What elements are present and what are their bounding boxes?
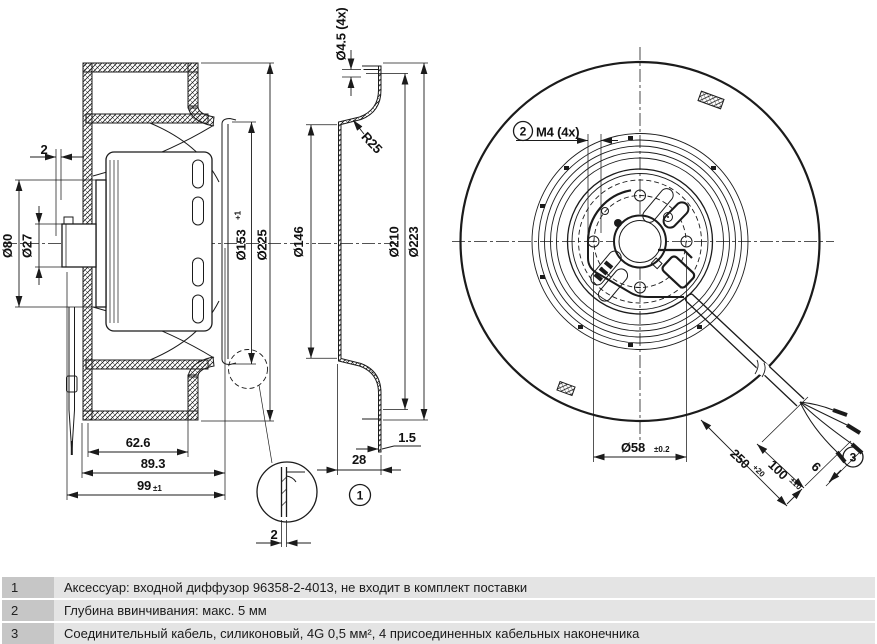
- motor-rotor-bell: [106, 152, 212, 331]
- note-number: 2: [2, 600, 54, 621]
- note-number: 1: [2, 577, 54, 598]
- side-section-view: [0, 63, 317, 547]
- dim-m4: M4 (4x): [536, 124, 580, 140]
- callout-1-number: 1: [356, 488, 364, 503]
- dim-d153-tol: +1: [233, 210, 243, 220]
- inlet-ring-profile: [339, 66, 382, 452]
- dim-100-tol: ±10: [787, 475, 804, 492]
- dim-d223: Ø223: [406, 226, 421, 258]
- motor-lead-wire: [67, 307, 78, 455]
- dim-250: 250: [727, 446, 753, 472]
- dim-28: 28: [351, 452, 367, 467]
- notes-table: [2, 577, 875, 644]
- dim-6: 6: [808, 458, 824, 475]
- dim-hole-d45: Ø4.5 (4x): [333, 7, 349, 61]
- connection-cable: [686, 294, 862, 462]
- table-row: [2, 600, 875, 621]
- table-row: [2, 577, 875, 598]
- callout-2-number: 2: [519, 124, 527, 139]
- table-row: [2, 623, 875, 644]
- dim-gap-2: 2: [40, 142, 48, 157]
- dim-d225: Ø225: [254, 229, 270, 261]
- inlet-ring-section-view: [291, 7, 428, 505]
- callout-3: [843, 447, 863, 467]
- dim-r25: R25: [358, 129, 386, 157]
- dim-d210: Ø210: [386, 226, 402, 258]
- note-text: Глубина ввинчивания: макс. 5 мм: [54, 600, 875, 621]
- detail-callout: [229, 350, 318, 548]
- note-number: 3: [2, 623, 54, 644]
- cable-wires: [800, 402, 852, 452]
- dim-d146: Ø146: [291, 226, 306, 258]
- dim-99-tol: ±1: [153, 484, 162, 493]
- motor-flange: [96, 180, 106, 307]
- dim-d58: Ø58: [621, 440, 645, 455]
- dim-62-6: 62.6: [125, 435, 151, 450]
- r25-dimension: [353, 120, 385, 156]
- bearing-tube: [62, 224, 96, 267]
- front-view: [452, 47, 863, 506]
- callout-3-number: 3: [849, 450, 857, 465]
- dim-89-3: 89.3: [140, 456, 166, 471]
- dim-99: 99: [136, 478, 152, 493]
- dim-100: 100: [765, 457, 791, 483]
- m4-callout: [514, 122, 619, 234]
- note-text: Аксессуар: входной диффузор 96358-2-4013, не входит в комплект поставки: [54, 577, 875, 598]
- note-text: Соединительный кабель, силиконовый, 4G 0,5 мм², 4 присоединенных кабельных наконечника: [54, 623, 875, 644]
- flange-hole-dimension: [334, 7, 362, 96]
- cable-clamp: [661, 255, 696, 289]
- detail-source-circle: [229, 350, 268, 389]
- dim-1-5: 1.5: [398, 430, 416, 445]
- dim-d153: Ø153: [233, 229, 249, 261]
- dim-250-tol: +20: [750, 462, 767, 479]
- callout-1: [350, 485, 371, 506]
- dim-d80: Ø80: [0, 234, 15, 258]
- dim-d58-tol: ±0.2: [654, 445, 670, 454]
- dim-d27: Ø27: [19, 234, 35, 258]
- detail-dim-2: 2: [270, 527, 278, 542]
